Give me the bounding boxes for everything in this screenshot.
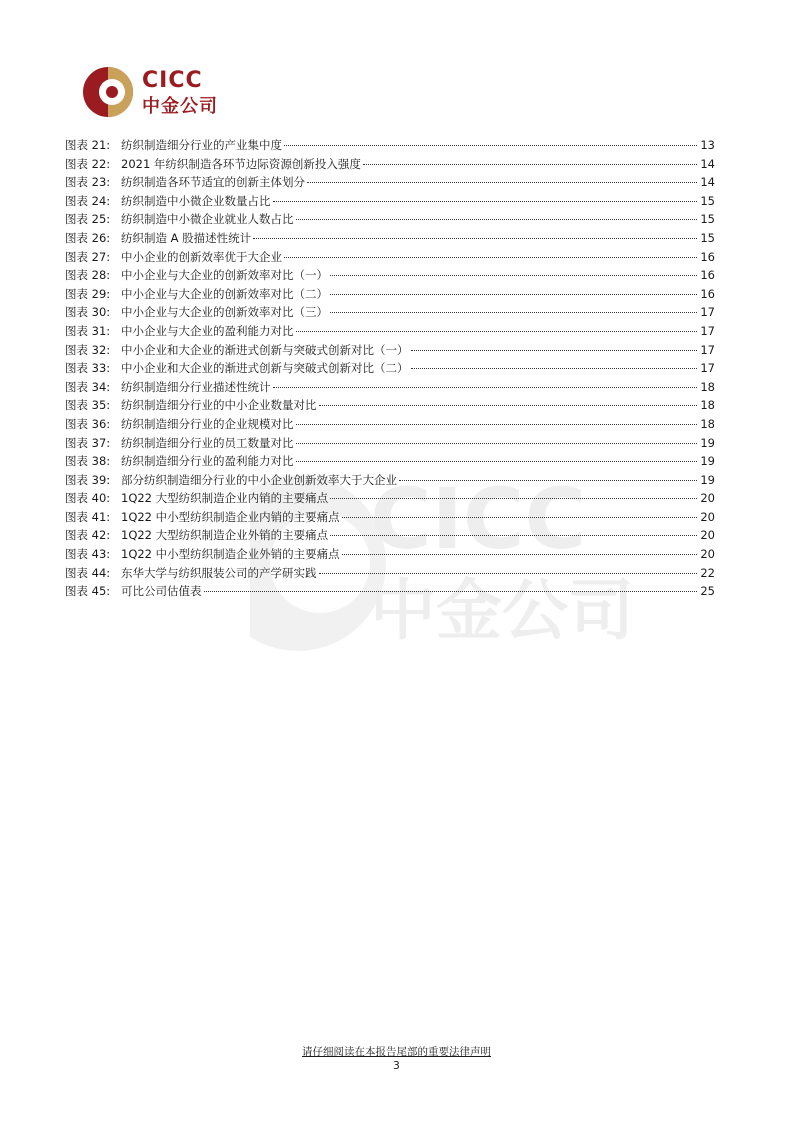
toc-entry-page: 20 <box>700 528 715 543</box>
toc-entry-label: 图表 33: <box>65 361 111 376</box>
toc-entry-page: 20 <box>700 547 715 562</box>
toc-entry[interactable] <box>65 378 715 397</box>
toc-entry-page: 14 <box>700 156 715 171</box>
toc-entry-page: 13 <box>700 138 715 152</box>
toc-entry-label: 图表 30: <box>65 305 111 320</box>
toc-entry-title: 纺织制造细分行业描述性统计 <box>121 379 271 394</box>
toc-dot-leader <box>296 443 698 444</box>
toc-entry-title: 1Q22 中小型纺织制造企业外销的主要痛点 <box>121 547 340 562</box>
toc-entry[interactable] <box>65 582 715 601</box>
toc-entry-label: 图表 43: <box>65 547 111 562</box>
toc-entry-title: 1Q22 大型纺织制造企业外销的主要痛点 <box>121 528 329 543</box>
toc-entry-title: 中小企业与大企业的创新效率对比（一） <box>121 268 328 283</box>
toc-entry[interactable] <box>65 266 715 285</box>
toc-entry-label: 图表 44: <box>65 565 111 580</box>
toc-entry-title: 中小企业的创新效率优于大企业 <box>121 249 282 264</box>
toc-entry-label: 图表 35: <box>65 398 111 413</box>
toc-entry-page: 16 <box>700 286 715 301</box>
toc-entry[interactable] <box>65 415 715 434</box>
toc-entry[interactable] <box>65 248 715 267</box>
toc-entry-title: 中小企业与大企业的创新效率对比（二） <box>121 286 328 301</box>
toc-entry-page: 25 <box>700 584 715 599</box>
toc-dot-leader <box>284 145 697 146</box>
toc-dot-leader <box>330 535 697 536</box>
toc-dot-leader <box>330 498 697 499</box>
toc-entry-page: 19 <box>700 435 715 450</box>
toc-entry[interactable] <box>65 471 715 490</box>
toc-dot-leader <box>330 294 697 295</box>
toc-entry-page: 17 <box>700 342 715 357</box>
toc-entry[interactable] <box>65 434 715 453</box>
toc-entry[interactable] <box>65 229 715 248</box>
toc-entry-label: 图表 24: <box>65 193 111 208</box>
toc-dot-leader <box>330 275 697 276</box>
toc-entry-label: 图表 41: <box>65 509 111 524</box>
toc-entry-title: 1Q22 大型纺织制造企业内销的主要痛点 <box>121 491 329 506</box>
toc-entry-label: 图表 38: <box>65 454 111 469</box>
toc-entry-title: 纺织制造 A 股描述性统计 <box>121 230 252 245</box>
toc-dot-leader <box>330 312 697 313</box>
toc-entry-title: 可比公司估值表 <box>121 584 202 599</box>
toc-entry[interactable] <box>65 192 715 211</box>
toc-entry-page: 19 <box>700 454 715 469</box>
toc-entry-label: 图表 29: <box>65 286 111 301</box>
toc-entry-label: 图表 39: <box>65 472 111 487</box>
toc-entry-label: 图表 22: <box>65 156 111 171</box>
toc-entry-title: 纺织制造中小微企业数量占比 <box>121 193 271 208</box>
toc-entry[interactable] <box>65 285 715 304</box>
toc-entry-title: 纺织制造细分行业的中小企业数量对比 <box>121 398 317 413</box>
toc-dot-leader <box>319 573 698 574</box>
toc-entry[interactable] <box>65 526 715 545</box>
toc-entry-label: 图表 27: <box>65 249 111 264</box>
toc-entry[interactable] <box>65 508 715 527</box>
toc-entry-title: 东华大学与纺织服装公司的产学研实践 <box>121 565 317 580</box>
toc-entry-page: 17 <box>700 361 715 376</box>
toc-entry[interactable] <box>65 359 715 378</box>
toc-dot-leader <box>342 554 697 555</box>
toc-dot-leader <box>296 461 698 462</box>
svg-text:中金公司: 中金公司 <box>370 572 634 649</box>
legal-notice[interactable]: 请仔细阅读在本报告尾部的重要法律声明 <box>302 1046 491 1058</box>
toc-entry-title: 纺织制造中小微企业就业人数占比 <box>121 212 294 227</box>
toc-entry[interactable] <box>65 564 715 583</box>
toc-dot-leader <box>253 238 697 239</box>
toc-dot-leader <box>273 201 698 202</box>
toc-entry-label: 图表 26: <box>65 230 111 245</box>
logo-text-en: CICC <box>142 68 203 93</box>
toc-entry-label: 图表 28: <box>65 268 111 283</box>
toc-entry-page: 18 <box>700 398 715 413</box>
toc-entry-title: 部分纺织制造细分行业的中小企业创新效率大于大企业 <box>121 472 397 487</box>
toc-entry-title: 2021 年纺织制造各环节边际资源创新投入强度 <box>121 156 361 171</box>
toc-dot-leader <box>296 424 698 425</box>
toc-entry-label: 图表 21: <box>65 138 111 152</box>
toc-entry-label: 图表 32: <box>65 342 111 357</box>
toc-entry-label: 图表 36: <box>65 416 111 431</box>
toc-entry-title: 中小企业和大企业的渐进式创新与突破式创新对比（二） <box>121 361 409 376</box>
cicc-logo <box>82 66 232 118</box>
toc-dot-leader <box>204 591 698 592</box>
toc-entry-label: 图表 45: <box>65 584 111 599</box>
toc-dot-leader <box>411 350 698 351</box>
toc-entry-label: 图表 40: <box>65 491 111 506</box>
toc-entry[interactable] <box>65 452 715 471</box>
toc-dot-leader <box>296 219 698 220</box>
toc-entry-title: 中小企业与大企业的盈利能力对比 <box>121 323 294 338</box>
logo-text-cn: 中金公司 <box>142 96 218 117</box>
toc-dot-leader <box>284 257 697 258</box>
toc-entry-page: 17 <box>700 305 715 320</box>
page-number: 3 <box>393 1060 400 1072</box>
toc-entry-label: 图表 34: <box>65 379 111 394</box>
toc-entry-title: 纺织制造细分行业的员工数量对比 <box>121 435 294 450</box>
toc-entry-page: 14 <box>700 175 715 190</box>
toc-entry-page: 17 <box>700 323 715 338</box>
toc-entry-label: 图表 25: <box>65 212 111 227</box>
toc-entry-title: 1Q22 中小型纺织制造企业内销的主要痛点 <box>121 509 340 524</box>
toc-entry-title: 纺织制造细分行业的企业规模对比 <box>121 416 294 431</box>
toc-entry[interactable] <box>65 210 715 229</box>
toc-entry-page: 15 <box>700 230 715 245</box>
toc-entry-page: 16 <box>700 268 715 283</box>
toc-entry-label: 图表 23: <box>65 175 111 190</box>
toc-entry-title: 纺织制造细分行业的盈利能力对比 <box>121 454 294 469</box>
toc-entry-title: 中小企业和大企业的渐进式创新与突破式创新对比（一） <box>121 342 409 357</box>
toc-entry[interactable] <box>65 396 715 415</box>
toc-entry[interactable] <box>65 545 715 564</box>
toc-entry-title: 纺织制造各环节适宜的创新主体划分 <box>121 175 305 190</box>
svg-text:CICC: CICC <box>370 470 587 568</box>
toc-entry-page: 15 <box>700 212 715 227</box>
toc-entry-page: 18 <box>700 379 715 394</box>
toc-entry-page: 16 <box>700 249 715 264</box>
toc-dot-leader <box>411 368 698 369</box>
toc-entry-page: 22 <box>700 565 715 580</box>
toc-entry[interactable] <box>65 303 715 322</box>
toc-entry-page: 20 <box>700 491 715 506</box>
toc-entry-label: 图表 42: <box>65 528 111 543</box>
toc-dot-leader <box>342 517 697 518</box>
toc-dot-leader <box>307 182 697 183</box>
toc-entry[interactable] <box>65 341 715 360</box>
toc-dot-leader <box>319 405 698 406</box>
toc-entry-page: 19 <box>700 472 715 487</box>
figure-list <box>65 136 715 601</box>
toc-entry-page: 15 <box>700 193 715 208</box>
toc-entry-label: 图表 37: <box>65 435 111 450</box>
toc-entry-title: 纺织制造细分行业的产业集中度 <box>121 138 282 152</box>
toc-dot-leader <box>296 331 698 332</box>
toc-dot-leader <box>399 480 697 481</box>
toc-dot-leader <box>273 387 698 388</box>
toc-entry-page: 20 <box>700 509 715 524</box>
toc-entry[interactable] <box>65 136 715 155</box>
toc-entry[interactable] <box>65 155 715 174</box>
toc-entry-label: 图表 31: <box>65 323 111 338</box>
toc-entry-page: 18 <box>700 416 715 431</box>
cicc-logo-mark <box>82 66 134 118</box>
toc-dot-leader <box>363 164 697 165</box>
toc-entry[interactable] <box>65 173 715 192</box>
toc-entry[interactable] <box>65 322 715 341</box>
toc-entry-title: 中小企业与大企业的创新效率对比（三） <box>121 305 328 320</box>
toc-entry[interactable] <box>65 489 715 508</box>
